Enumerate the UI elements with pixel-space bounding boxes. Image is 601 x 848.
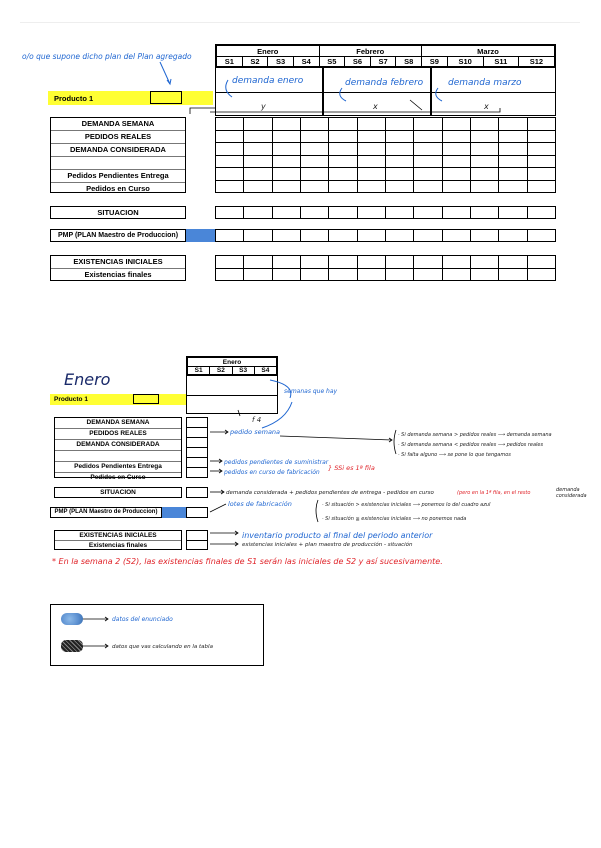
- top-situacion-label: SITUACION: [50, 206, 186, 219]
- demand-note-marzo: demanda marzo: [448, 78, 522, 88]
- rule-line: · Si demanda semana > pedidos reales ⟶ demanda semana: [398, 432, 552, 438]
- rule-line: · Si falta alguno ⟶ se pone lo que tengamos: [398, 452, 511, 458]
- top-pmp-label: PMP (PLAN Maestro de Produccion): [50, 229, 186, 242]
- week-label: S12: [518, 57, 554, 67]
- demand-note-febrero: demanda febrero: [345, 78, 424, 88]
- row-existencias-iniciales: EXISTENCIAS INICIALES: [51, 256, 185, 269]
- week-label: S5: [319, 57, 345, 67]
- pmp-rule: · Si situación > existencias iniciales ⟶ ponemos lo del cuadro azul: [322, 502, 491, 508]
- rule-line: · Si demanda semana < pedidos reales ⟶ pedidos reales: [398, 442, 544, 448]
- week-label: S7: [370, 57, 396, 67]
- ann-pendientes: pedidos pendientes de suministrar: [224, 459, 329, 466]
- week-label: S1: [188, 367, 210, 375]
- bottom-situacion-label: SITUACION: [54, 487, 182, 498]
- footnote: * En la semana 2 (S2), las existencias finales de S1 serán las iniciales de S2 y así sucesivamente.: [52, 557, 443, 566]
- week-label: S9: [422, 57, 448, 67]
- week-label: S1: [217, 57, 243, 67]
- row-demanda-considerada: DEMANDA CONSIDERADA: [51, 144, 185, 157]
- ann-finales: existencias iniciales + plan maestro de producción - situación: [242, 542, 413, 548]
- row-pendientes: Pedidos Pendientes Entrega: [51, 170, 185, 183]
- ann-situacion-end: demanda considerada: [556, 487, 587, 499]
- ann-pedido-semana: pedido semana: [230, 428, 281, 436]
- week-label: S10: [447, 57, 483, 67]
- row-en-curso: Pedidos en Curso: [90, 474, 146, 481]
- week-label: S6: [345, 57, 371, 67]
- row-demanda-considerada: DEMANDA CONSIDERADA: [55, 440, 181, 451]
- week-label: S4: [293, 57, 319, 67]
- row-demanda-semana: DEMANDA SEMANA: [55, 418, 181, 429]
- week-label: S8: [396, 57, 422, 67]
- ann-situacion: demanda considerada + pedidos pendientes de entrega - pedidos en curso: [226, 490, 434, 496]
- week-note: semanas que hay: [284, 388, 338, 395]
- demand-note-enero: demanda enero: [232, 76, 304, 86]
- ann-inventario: inventario producto al final del periodo anterior: [242, 531, 433, 540]
- ann-situacion-red: (pero en la 1ª fila, en el resto: [457, 490, 531, 496]
- pmp-rule: · Si situación ≦ existencias iniciales ⟶ no ponemos nada: [322, 516, 467, 522]
- ann-en-curso: pedidos en curso de fabricación: [224, 469, 320, 476]
- ann-ssi: } SSi es 1ª fila: [328, 464, 375, 472]
- week-label: S2: [210, 367, 232, 375]
- month-label: Febrero: [319, 46, 422, 57]
- row-pedidos-reales: PEDIDOS REALES: [51, 131, 185, 144]
- number-mark: f 4: [252, 416, 262, 424]
- row-pedidos-reales: PEDIDOS REALES: [55, 429, 181, 440]
- marker: x: [373, 102, 378, 111]
- row-demanda-semana: DEMANDA SEMANA: [51, 118, 185, 131]
- week-label: S3: [268, 57, 294, 67]
- ann-lotes: lotes de fabricación: [228, 500, 292, 508]
- month-label: Marzo: [422, 46, 555, 57]
- row-existencias-finales: Existencias finales: [84, 270, 152, 279]
- row-pendientes: Pedidos Pendientes Entrega: [55, 462, 181, 473]
- bottom-pmp-label: PMP (PLAN Maestro de Produccion): [50, 507, 162, 518]
- product-label: Producto 1: [54, 396, 88, 403]
- legend-item: datos que vas calculando en la tabla: [112, 644, 213, 650]
- row-en-curso: Pedidos en Curso: [86, 184, 150, 193]
- month-label: Enero: [188, 358, 277, 367]
- row-existencias-iniciales: EXISTENCIAS INICIALES: [55, 531, 181, 541]
- legend-item: datos del enunciado: [112, 616, 173, 623]
- product-label: Producto 1: [54, 94, 94, 103]
- plan-note: o/o que supone dicho plan del Plan agregado: [22, 52, 192, 61]
- marker: x: [484, 102, 489, 111]
- week-label: S3: [232, 367, 254, 375]
- section-title: Enero: [64, 370, 111, 389]
- week-label: S11: [483, 57, 518, 67]
- week-label: S2: [242, 57, 268, 67]
- week-label: S4: [254, 367, 276, 375]
- month-label: Enero: [217, 46, 320, 57]
- row-existencias-finales: Existencias finales: [88, 542, 148, 549]
- marker: y: [261, 102, 266, 111]
